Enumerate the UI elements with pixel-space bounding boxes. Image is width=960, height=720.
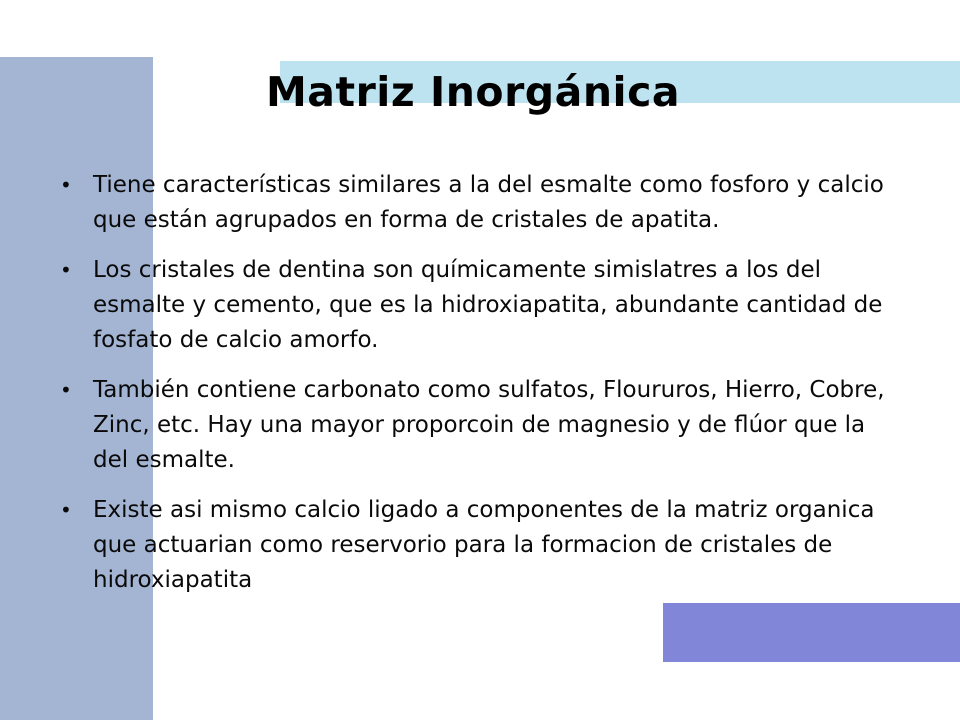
- bullet-dot-icon: •: [60, 258, 72, 282]
- slide-title: Matriz Inorgánica: [266, 68, 681, 116]
- bullet-text-3: También contiene carbonato como sulfatos, Floururos, Hierro, Cobre, Zinc, etc. Hay una mayor proporcoin de magnesio y de flúor que la del esmalte.: [93, 377, 885, 473]
- bullet-item-4: [60, 493, 900, 598]
- bullet-text-4: Existe asi mismo calcio ligado a componentes de la matriz organica que actuarian como reservorio para la formacion de cristales de hidroxiapatita: [93, 497, 875, 593]
- bullet-item-1: [60, 168, 900, 238]
- bullet-text-2: Los cristales de dentina son químicamente simislatres a los del esmalte y cemento, que es la hidroxiapatita, abundante cantidad de fosfato de calcio amorfo.: [93, 257, 883, 353]
- bullet-list: [60, 168, 900, 613]
- bullet-item-3: [60, 373, 900, 478]
- bullet-dot-icon: •: [60, 378, 72, 402]
- bullet-dot-icon: •: [60, 173, 72, 197]
- bullet-text-1: Tiene características similares a la del esmalte como fosforo y calcio que están agrupados en forma de cristales de apatita.: [93, 172, 884, 233]
- bullet-dot-icon: •: [60, 498, 72, 522]
- bullet-item-2: [60, 253, 900, 358]
